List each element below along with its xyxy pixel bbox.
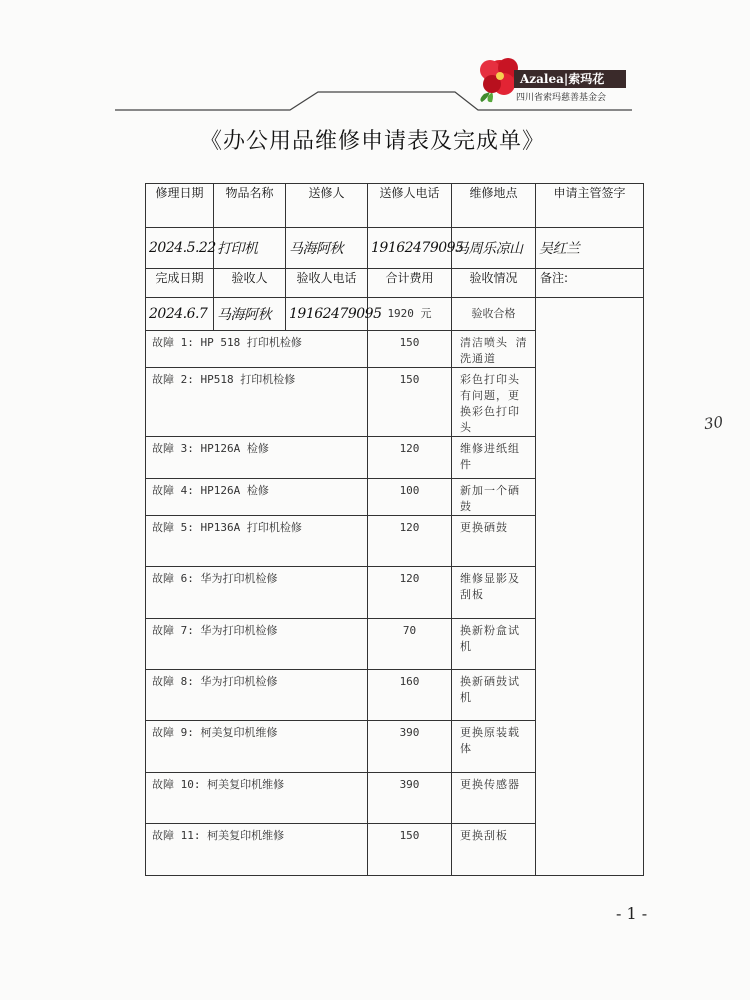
request-value-row <box>146 228 644 269</box>
fault-description: 故障 5: HP136A 打印机检修 <box>146 516 368 567</box>
fault-result: 更换原装载体 <box>452 721 536 773</box>
document-title: 《办公用品维修申请表及完成单》 <box>200 129 546 154</box>
fault-description: 故障 4: HP126A 检修 <box>146 479 368 516</box>
fault-result: 维修进纸组件 <box>452 437 536 479</box>
fault-result: 新加一个硒鼓 <box>452 479 536 516</box>
fault-result: 换新粉盒试机 <box>452 619 536 670</box>
header-cell: 申请主管签字 <box>536 184 644 228</box>
total-cost: 1920 元 <box>368 298 452 331</box>
header-cell: 送修人电话 <box>368 184 452 228</box>
fault-result: 更换硒鼓 <box>452 516 536 567</box>
completion-value-row <box>146 298 644 331</box>
supervisor-signature: 吴红兰 <box>536 228 644 269</box>
fault-description: 故障 10: 柯美复印机维修 <box>146 773 368 824</box>
page-number: - 1 - <box>616 904 648 923</box>
organization-name: 四川省索玛慈善基金会 <box>516 93 607 103</box>
handwritten-completion-date: 2024.6.7 <box>146 298 214 331</box>
fault-result: 彩色打印头有问题，更换彩色打印头 <box>452 368 536 437</box>
fault-description: 故障 8: 华为打印机检修 <box>146 670 368 721</box>
fault-cost: 150 <box>368 368 452 437</box>
fault-cost: 160 <box>368 670 452 721</box>
fault-cost: 390 <box>368 773 452 824</box>
handwritten-submitter-phone: 19162479095 <box>368 228 452 269</box>
fault-description: 故障 9: 柯美复印机维修 <box>146 721 368 773</box>
handwritten-inspector-phone: 19162479095 <box>286 298 368 331</box>
handwritten-repair-location: 马周乐凉山 <box>452 228 536 269</box>
header-cell: 验收人 <box>214 269 286 298</box>
fault-cost: 70 <box>368 619 452 670</box>
fault-cost: 390 <box>368 721 452 773</box>
inspection-status: 验收合格 <box>452 298 536 331</box>
handwritten-submitter: 马海阿秋 <box>286 228 368 269</box>
fault-cost: 100 <box>368 479 452 516</box>
fault-description: 故障 6: 华为打印机检修 <box>146 567 368 619</box>
fault-cost: 120 <box>368 567 452 619</box>
fault-description: 故障 1: HP 518 打印机检修 <box>146 331 368 368</box>
fault-description: 故障 11: 柯美复印机维修 <box>146 824 368 876</box>
fault-cost: 150 <box>368 331 452 368</box>
fault-description: 故障 7: 华为打印机检修 <box>146 619 368 670</box>
fault-result: 换新硒鼓试机 <box>452 670 536 721</box>
header-divider-line <box>0 86 750 116</box>
request-header-row <box>146 184 644 228</box>
fault-result: 维修显影及刮板 <box>452 567 536 619</box>
fault-result: 更换刮板 <box>452 824 536 876</box>
header-cell: 物品名称 <box>214 184 286 228</box>
handwritten-inspector: 马海阿秋 <box>214 298 286 331</box>
remarks-label: 备注: <box>536 269 644 298</box>
remarks-cell <box>536 298 644 876</box>
fault-description: 故障 2: HP518 打印机检修 <box>146 368 368 437</box>
header-cell: 合计费用 <box>368 269 452 298</box>
fault-result: 清洁喷头 清洗通道 <box>452 331 536 368</box>
header-cell: 修理日期 <box>146 184 214 228</box>
fault-cost: 120 <box>368 437 452 479</box>
handwritten-item-name: 打印机 <box>214 228 286 269</box>
header-cell: 验收情况 <box>452 269 536 298</box>
completion-header-row <box>146 269 644 298</box>
header-cell: 送修人 <box>286 184 368 228</box>
fault-cost: 150 <box>368 824 452 876</box>
fault-result: 更换传感器 <box>452 773 536 824</box>
handwritten-repair-date: 2024.5.22 <box>146 228 214 269</box>
repair-form-table <box>145 183 644 876</box>
header-cell: 验收人电话 <box>286 269 368 298</box>
fault-cost: 120 <box>368 516 452 567</box>
fault-description: 故障 3: HP126A 检修 <box>146 437 368 479</box>
brand-logo-text: Azalea|索玛花 <box>514 70 626 88</box>
header-cell: 完成日期 <box>146 269 214 298</box>
handwritten-margin-note: 30 <box>702 412 725 434</box>
header-cell: 维修地点 <box>452 184 536 228</box>
